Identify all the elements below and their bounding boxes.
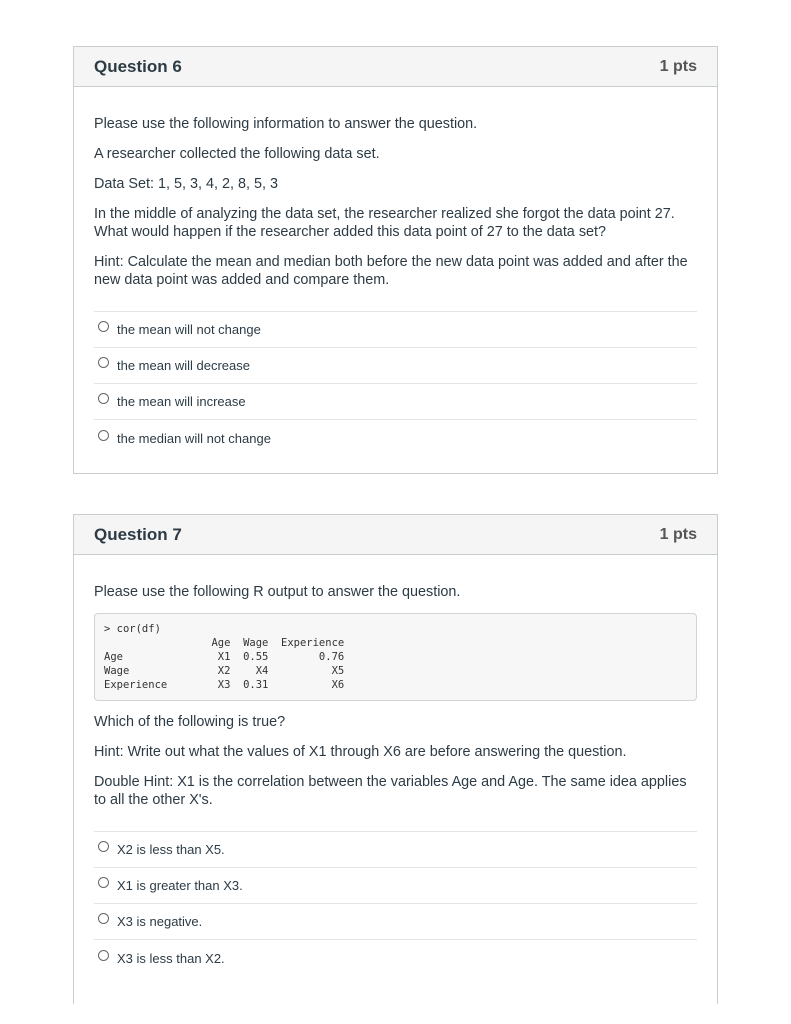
question-7-card — [73, 514, 718, 1004]
answer-option[interactable] — [94, 348, 697, 384]
question-text — [94, 115, 697, 289]
answer-option[interactable] — [94, 384, 697, 420]
question-text — [94, 583, 697, 809]
question-paragraph: Please use the following R output to answer the question. — [94, 584, 461, 600]
radio-button[interactable] — [98, 321, 109, 332]
radio-button[interactable] — [98, 841, 109, 852]
question-paragraph: Data Set: 1, 5, 3, 4, 2, 8, 5, 3 — [94, 176, 278, 192]
question-paragraph: In the middle of analyzing the data set, the researcher realized she forgot the data point 27. What would happen if the researcher added this data point of 27 to the data set? — [94, 206, 675, 240]
radio-button[interactable] — [98, 950, 109, 961]
answer-label: X1 is greater than X3. — [117, 878, 243, 893]
question-paragraph: Hint: Calculate the mean and median both before the new data point was added and after the new data point was added and compare them. — [94, 254, 688, 288]
radio-button[interactable] — [98, 877, 109, 888]
r-output-code-block: > cor(df) Age Wage Experience Age X1 0.55 0.76 Wage X2 X4 X5 Experience X3 0.31 X6 — [94, 613, 697, 701]
radio-button[interactable] — [98, 393, 109, 404]
answer-label: the mean will not change — [117, 322, 261, 337]
answer-list — [94, 311, 697, 456]
radio-button[interactable] — [98, 430, 109, 441]
question-paragraph: Which of the following is true? — [94, 714, 286, 730]
question-paragraph: A researcher collected the following data set. — [94, 146, 380, 162]
answer-list — [94, 831, 697, 976]
question-paragraph: Please use the following information to answer the question. — [94, 116, 478, 132]
question-points: 1 pts — [659, 525, 697, 543]
question-title: Question 6 — [94, 56, 182, 76]
answer-option[interactable] — [94, 904, 697, 940]
radio-button[interactable] — [98, 913, 109, 924]
question-paragraph: Hint: Write out what the values of X1 through X6 are before answering the question. — [94, 744, 627, 760]
question-paragraph: Double Hint: X1 is the correlation between the variables Age and Age. The same idea applies to all the other X's. — [94, 774, 687, 808]
answer-label: X3 is negative. — [117, 914, 203, 929]
answer-label: the mean will increase — [117, 394, 246, 409]
question-header — [74, 47, 717, 87]
question-6-card — [73, 46, 718, 474]
question-points: 1 pts — [659, 57, 697, 75]
answer-option[interactable] — [94, 940, 697, 976]
answer-option[interactable] — [94, 420, 697, 456]
answer-label: the mean will decrease — [117, 358, 250, 373]
question-header — [74, 515, 717, 555]
answer-option[interactable] — [94, 312, 697, 348]
answer-option[interactable] — [94, 868, 697, 904]
radio-button[interactable] — [98, 357, 109, 368]
answer-option[interactable] — [94, 832, 697, 868]
answer-label: the median will not change — [117, 430, 271, 446]
answer-label: X2 is less than X5. — [117, 842, 225, 857]
question-title: Question 7 — [94, 524, 182, 544]
answer-label: X3 is less than X2. — [117, 950, 225, 966]
